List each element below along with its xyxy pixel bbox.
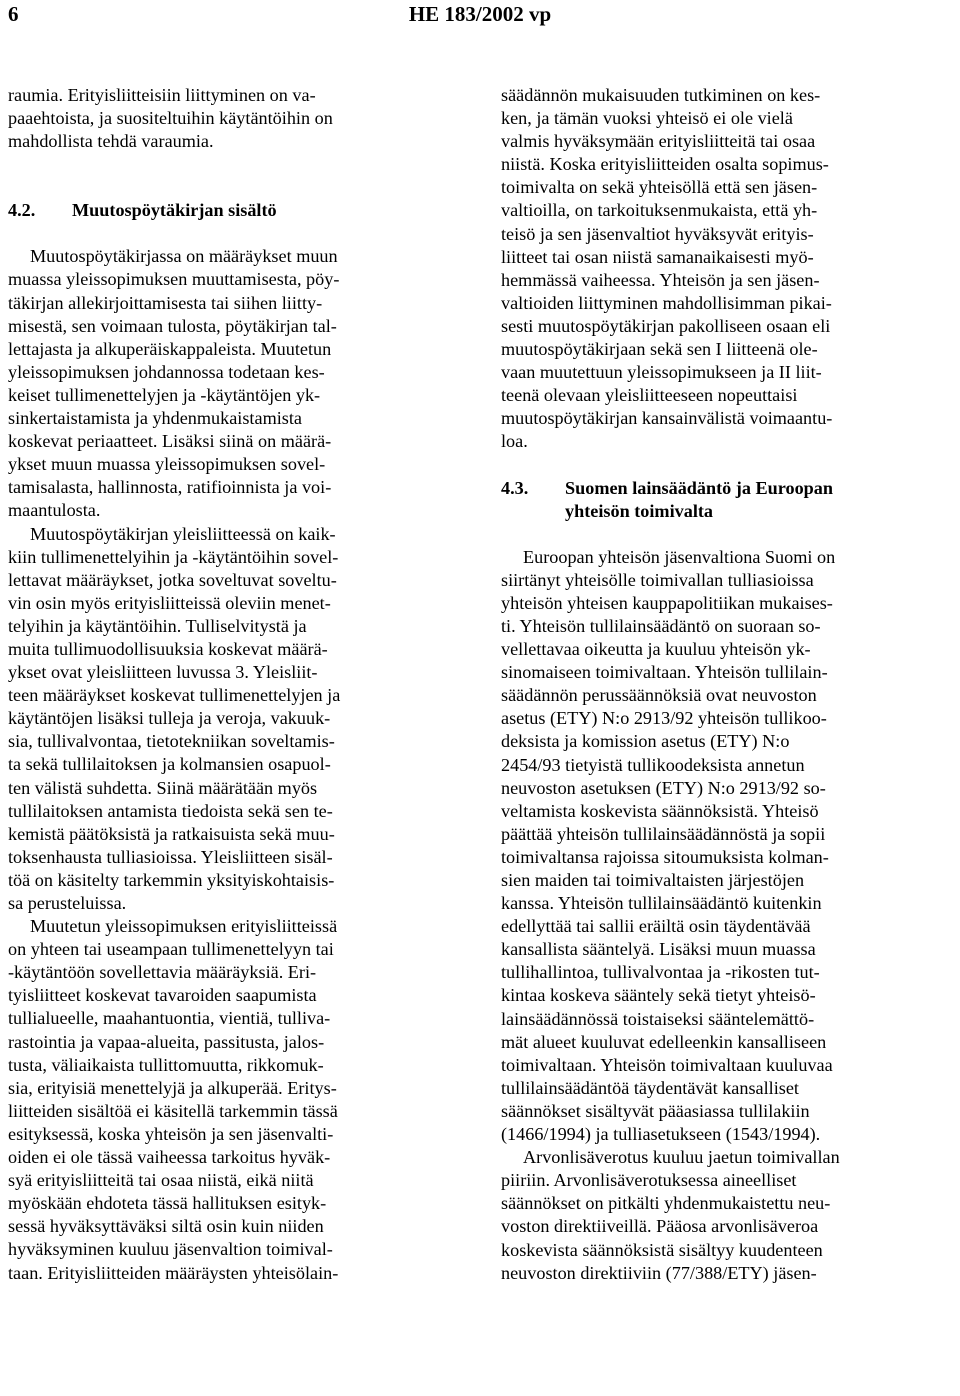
right-column bbox=[501, 84, 951, 1285]
left-column bbox=[8, 84, 458, 1285]
paragraph: Euroopan yhteisön jäsenvaltiona Suomi on siirtänyt yhteisölle toimivallan tulliasioissa yhteisön yhteisen kauppapolitiikan mukaises- ti. Yhteisön tullilainsäädäntö on suoraan so- vellettavaa oikeutta ja kuuluu yhteisön yk- sinomaiseen toimivaltaan. Yhteisön tullilain- säädännön perussäännöksiä ovat neuvoston asetus (ETY) N:o 2913/92 yhteisön tullikoo- deksista ja komission asetus (ETY) N:o 2454/93 tietyistä tullikoodeksista annetun neuvoston asetuksen (ETY) N:o 2913/92 so- veltamista koskevista säännöksistä. Yhteisö päättää yhteisön tullilainsäädännöstä ja sopii toimivaltansa rajoissa sitoumuksista kolman- sien maiden tai toimivaltaisten järjestöjen kanssa. Yhteisön tullilainsäädäntö kuitenkin edellyttää tai sallii eräiltä osin täydentävää kansallista sääntelyä. Lisäksi muun muassa tullihallintoa, tullivalvontaa ja -rikosten tut- kintaa koskeva sääntely sekä tietyt yhteisö- lainsäädännössä toistaiseksi sääntelemättö- mät alueet kuuluvat edelleenkin kansalliseen toimivaltaan. Yhteisön toimivaltaan kuuluvaa tullilainsäädäntöä täydentävät kansalliset säännökset sisältyvät pääasiassa tullilakiin (1466/1994) ja tulliasetukseen (1543/1994). bbox=[501, 546, 836, 1145]
paragraph: säädännön mukaisuuden tutkiminen on kes- ken, ja tämän vuoksi yhteisö ei ole vielä valmis hyväksymään erityisliitteitä tai osaa niistä. Koska erityisliitteiden osalta sopimus- toimivalta on sekä yhteisöllä että sen jäsen- valtioilla, on tarkoituksenmukaista, että yh- teisö ja sen jäsenvaltiot hyväksyvät erityis- liitteet tai osan niistä samanaikaisesti myö- hemmässä vaiheessa. Yhteisön ja sen jäsen- valtioiden liittyminen mahdollisimman pikai- sesti muutospöytäkirjan pakolliseen osaan eli muutospöytäkirjaan sekä sen I liitteenä ole- vaan muutettuun yleissopimukseen ja II liit- teenä olevaan yleisliitteeseen nopeuttaisi muutospöytäkirjan kansainvälistä voimaantu- loa. bbox=[501, 85, 833, 452]
spacer bbox=[8, 222, 458, 245]
paragraph: Muutospöytäkirjassa on määräykset muun muassa yleissopimuksen muuttamisesta, pöy- täkirjan allekirjoittamisesta tai siihen liitty- misestä, sen voimaan tulosta, pöytäkirjan tal- lettajasta ja alkuperäiskappaleista. Muutetun yleissopimuksen johdannossa todetaan kes- keiset tullimenettelyjen ja -käytäntöjen yk- sinkertaistamista ja yhdenmukaistamista koskevat periaatteet. Lisäksi siinä on määrä- ykset muun muassa yleissopimuksen sovel- tamisalasta, hallinnosta, ratifioinnista ja voi- maantulosta. bbox=[8, 246, 340, 521]
section-number: 4.2. bbox=[8, 200, 36, 221]
page-number: 6 bbox=[8, 2, 19, 26]
paragraph: Muutospöytäkirjan yleisliitteessä on kaik- kiin tullimenettelyihin ja -käytäntöihin sovel- lettavat määräykset, jotka soveltuvat soveltu- vin osin myös erityisliitteissä oleviin menet- telyihin ja käytäntöihin. Tulliselvitystä ja muita tullimuodollisuuksia koskevat määrä- ykset ovat yleisliitteen luvussa 3. Yleisliit- teen määräykset koskevat tullimenettelyjen ja käytäntöjen lisäksi tulleja ja veroja, vakuuk- sia, tullivalvontaa, tietotekniikan soveltamis- ta sekä tullilaitoksen ja kolmansien osapuol- ten välistä suhdetta. Siinä määrätään myös tullilaitoksen antamista tiedoista sekä sen te- kemistä päätöksistä ja ratkaisuista sekä muu- toksenhausta tulliasioissa. Yleisliitteen sisäl- töä on käsitelty tarkemmin yksityiskohtaisis- sa perusteluissa. bbox=[8, 523, 341, 913]
section-title: Muutospöytäkirjan sisältö bbox=[72, 200, 277, 221]
section-heading-4-2 bbox=[8, 199, 458, 222]
section-number: 4.3. bbox=[501, 477, 529, 498]
section-title: Suomen lainsäädäntö ja Euroopan yhteisön toimivalta bbox=[565, 477, 834, 521]
spacer bbox=[501, 523, 951, 546]
section-heading-4-3 bbox=[501, 477, 951, 523]
paragraph: Arvonlisäverotus kuuluu jaetun toimivallan piiriin. Arvonlisäverotuksessa aineelliset säännökset on pitkälti yhdenmukaistettu neu- voston direktiiveillä. Pääosa arvonlisäveroa koskevista säännöksistä sisältyy kuudenteen neuvoston direktiiviin (77/388/ETY) jäsen- bbox=[501, 1147, 840, 1283]
paragraph: Muutetun yleissopimuksen erityisliitteissä on yhteen tai useampaan tullimenettelyyn tai -käytäntöön sovellettavia määräyksiä. Eri- tyisliitteet koskevat tavaroiden saapumista tullialueelle, maahantuontia, vientiä, tulliva- rastointia ja vapaa-alueita, passitusta, jalos- tusta, väliaikaista tullittomuutta, rikkomuk- sia, erityisiä menettelyjä ja alkuperää. Eritys- liitteiden sisältöä ei käsitellä tarkemmin tässä esityksessä, koska yhteisön ja sen jäsenvalti- oiden ei ole tässä vaiheessa tarkoitus hyväk- syä erityisliitteitä tai osaa niistä, eikä niitä myöskään ehdoteta tässä hallituksen esityk- sessä hyväksyttäväksi siltä osin kuin niiden hyväksyminen kuuluu jäsenvaltion toimival- taan. Erityisliitteiden määräysten yhteisölain- bbox=[8, 916, 339, 1283]
page-header bbox=[0, 0, 960, 40]
spacer bbox=[8, 153, 458, 176]
spacer bbox=[501, 454, 951, 477]
paragraph: raumia. Erityisliitteisiin liittyminen on va- paaehtoista, ja suositeltuihin käytäntöihin on mahdollista tehdä varaumia. bbox=[8, 85, 333, 152]
spacer bbox=[8, 176, 458, 199]
document-id: HE 183/2002 vp bbox=[408, 2, 552, 26]
